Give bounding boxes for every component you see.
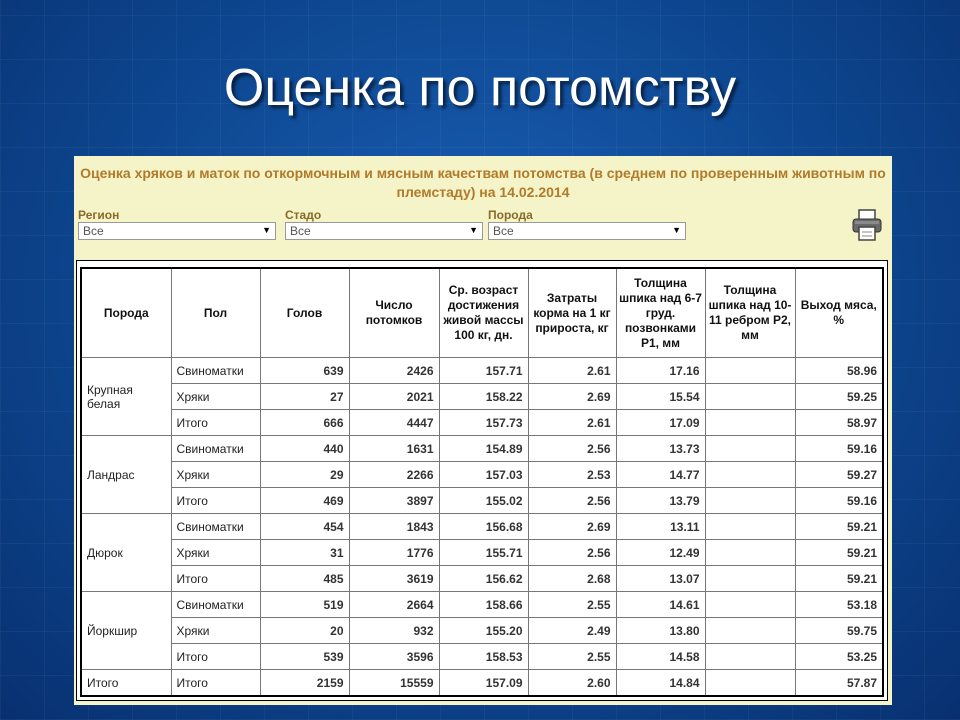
meat-yield-cell: 59.27 [795,462,883,488]
heads-cell: 29 [260,462,349,488]
offspring-cell: 3596 [349,644,439,670]
col-header-meat-yield[interactable]: Выход мяса, % [795,268,883,358]
herd-select-value: Все [290,224,311,238]
heads-cell: 485 [260,566,349,592]
heads-cell: 27 [260,384,349,410]
heads-cell: 539 [260,644,349,670]
backfat-p2-cell [705,644,795,670]
col-header-sex[interactable]: Пол [171,268,260,358]
offspring-cell: 1776 [349,540,439,566]
backfat-p2-cell [705,514,795,540]
age-cell: 158.53 [439,644,528,670]
table-row [81,358,883,384]
heads-cell: 31 [260,540,349,566]
table-row [81,488,883,514]
offspring-cell: 2021 [349,384,439,410]
col-header-age[interactable]: Ср. возраст достижения живой массы 100 кг, дн. [439,268,528,358]
sex-cell: Хряки [171,462,260,488]
region-select-value: Все [83,224,104,238]
col-header-feed[interactable]: Затраты корма на 1 кг прироста, кг [528,268,616,358]
feed-cell: 2.55 [528,644,616,670]
table-row [81,618,883,644]
backfat-p2-cell [705,670,795,697]
report-heading: Оценка хряков и маток по откормочным и мясным качествам потомства (в среднем по проверенным животным по племстаду) на 14.02.2014 [80,165,886,200]
chevron-down-icon: ▼ [672,225,681,235]
table-row [81,592,883,618]
age-cell: 157.73 [439,410,528,436]
meat-yield-cell: 59.21 [795,514,883,540]
chevron-down-icon: ▼ [262,225,271,235]
feed-cell: 2.49 [528,618,616,644]
report-panel [74,156,892,705]
backfat-p1-cell: 13.73 [616,436,705,462]
backfat-p1-cell: 13.80 [616,618,705,644]
col-header-backfat-p2[interactable]: Толщина шпика над 10-11 ребром Р2, мм [705,268,795,358]
sex-cell: Хряки [171,618,260,644]
filter-breed-label: Порода [488,208,533,222]
table-row [81,514,883,540]
sex-cell: Свиноматки [171,514,260,540]
age-cell: 155.71 [439,540,528,566]
backfat-p1-cell: 14.84 [616,670,705,697]
table-row [81,566,883,592]
filter-breed [488,208,686,240]
filter-bar [78,208,888,248]
filter-region-label: Регион [78,208,120,222]
age-cell: 157.03 [439,462,528,488]
breed-cell: Ландрас [81,436,171,514]
herd-select[interactable] [285,222,483,240]
sex-cell: Итого [171,670,260,697]
table-row [81,384,883,410]
backfat-p1-cell: 14.61 [616,592,705,618]
sex-cell: Итого [171,566,260,592]
sex-cell: Хряки [171,540,260,566]
meat-yield-cell: 57.87 [795,670,883,697]
backfat-p2-cell [705,462,795,488]
printer-icon[interactable] [850,208,884,242]
offspring-cell: 3619 [349,566,439,592]
feed-cell: 2.53 [528,462,616,488]
backfat-p1-cell: 13.07 [616,566,705,592]
backfat-p2-cell [705,488,795,514]
meat-yield-cell: 53.25 [795,644,883,670]
meat-yield-cell: 59.25 [795,384,883,410]
heads-cell: 639 [260,358,349,384]
heads-cell: 440 [260,436,349,462]
feed-cell: 2.56 [528,540,616,566]
backfat-p2-cell [705,618,795,644]
col-header-backfat-p1[interactable]: Толщина шпика над 6-7 груд. позвонками Р1, мм [616,268,705,358]
backfat-p2-cell [705,540,795,566]
col-header-breed[interactable]: Порода [81,268,171,358]
offspring-cell: 2664 [349,592,439,618]
heads-cell: 666 [260,410,349,436]
backfat-p2-cell [705,384,795,410]
backfat-p1-cell: 17.16 [616,358,705,384]
backfat-p2-cell [705,566,795,592]
feed-cell: 2.55 [528,592,616,618]
total-row [81,670,883,697]
heads-cell: 469 [260,488,349,514]
heads-cell: 2159 [260,670,349,697]
heads-cell: 454 [260,514,349,540]
feed-cell: 2.69 [528,514,616,540]
breed-select[interactable] [488,222,686,240]
feed-cell: 2.56 [528,488,616,514]
sex-cell: Свиноматки [171,358,260,384]
age-cell: 156.68 [439,514,528,540]
col-header-heads[interactable]: Голов [260,268,349,358]
breed-cell: Дюрок [81,514,171,592]
feed-cell: 2.68 [528,566,616,592]
breed-cell: Крупная белая [81,358,171,436]
offspring-cell: 1631 [349,436,439,462]
heads-cell: 519 [260,592,349,618]
backfat-p1-cell: 13.11 [616,514,705,540]
heads-cell: 20 [260,618,349,644]
sex-cell: Итого [171,644,260,670]
table-container [76,260,888,701]
table-header-row [81,268,883,358]
col-header-offspring[interactable]: Число потомков [349,268,439,358]
meat-yield-cell: 59.16 [795,436,883,462]
sex-cell: Свиноматки [171,592,260,618]
filter-herd-label: Стадо [285,208,322,222]
backfat-p1-cell: 13.79 [616,488,705,514]
table-row [81,462,883,488]
sex-cell: Свиноматки [171,436,260,462]
filter-region [78,208,276,240]
table-row [81,644,883,670]
region-select[interactable] [78,222,276,240]
breed-cell: Йоркшир [81,592,171,670]
backfat-p2-cell [705,410,795,436]
feed-cell: 2.61 [528,410,616,436]
offspring-cell: 932 [349,618,439,644]
offspring-cell: 4447 [349,410,439,436]
breed-select-value: Все [493,224,514,238]
meat-yield-cell: 53.18 [795,592,883,618]
meat-yield-cell: 59.21 [795,566,883,592]
age-cell: 155.20 [439,618,528,644]
feed-cell: 2.61 [528,358,616,384]
offspring-cell: 1843 [349,514,439,540]
age-cell: 158.66 [439,592,528,618]
age-cell: 157.09 [439,670,528,697]
age-cell: 158.22 [439,384,528,410]
backfat-p1-cell: 14.77 [616,462,705,488]
breed-cell: Итого [81,670,171,697]
meat-yield-cell: 59.21 [795,540,883,566]
table-row [81,540,883,566]
sex-cell: Итого [171,410,260,436]
backfat-p2-cell [705,436,795,462]
chevron-down-icon: ▼ [469,225,478,235]
sex-cell: Хряки [171,384,260,410]
offspring-cell: 2266 [349,462,439,488]
backfat-p2-cell [705,358,795,384]
offspring-cell: 3897 [349,488,439,514]
sex-cell: Итого [171,488,260,514]
meat-yield-cell: 58.97 [795,410,883,436]
meat-yield-cell: 59.75 [795,618,883,644]
feed-cell: 2.69 [528,384,616,410]
backfat-p1-cell: 14.58 [616,644,705,670]
meat-yield-cell: 58.96 [795,358,883,384]
offspring-cell: 2426 [349,358,439,384]
age-cell: 154.89 [439,436,528,462]
filter-herd [285,208,483,240]
backfat-p1-cell: 17.09 [616,410,705,436]
backfat-p1-cell: 15.54 [616,384,705,410]
slide-title: Оценка по потомству [223,59,737,117]
table-row [81,436,883,462]
meat-yield-cell: 59.16 [795,488,883,514]
table-row [81,410,883,436]
feed-cell: 2.60 [528,670,616,697]
feed-cell: 2.56 [528,436,616,462]
age-cell: 155.02 [439,488,528,514]
backfat-p1-cell: 12.49 [616,540,705,566]
offspring-cell: 15559 [349,670,439,697]
backfat-p2-cell [705,592,795,618]
progeny-table [80,267,884,697]
age-cell: 157.71 [439,358,528,384]
age-cell: 156.62 [439,566,528,592]
